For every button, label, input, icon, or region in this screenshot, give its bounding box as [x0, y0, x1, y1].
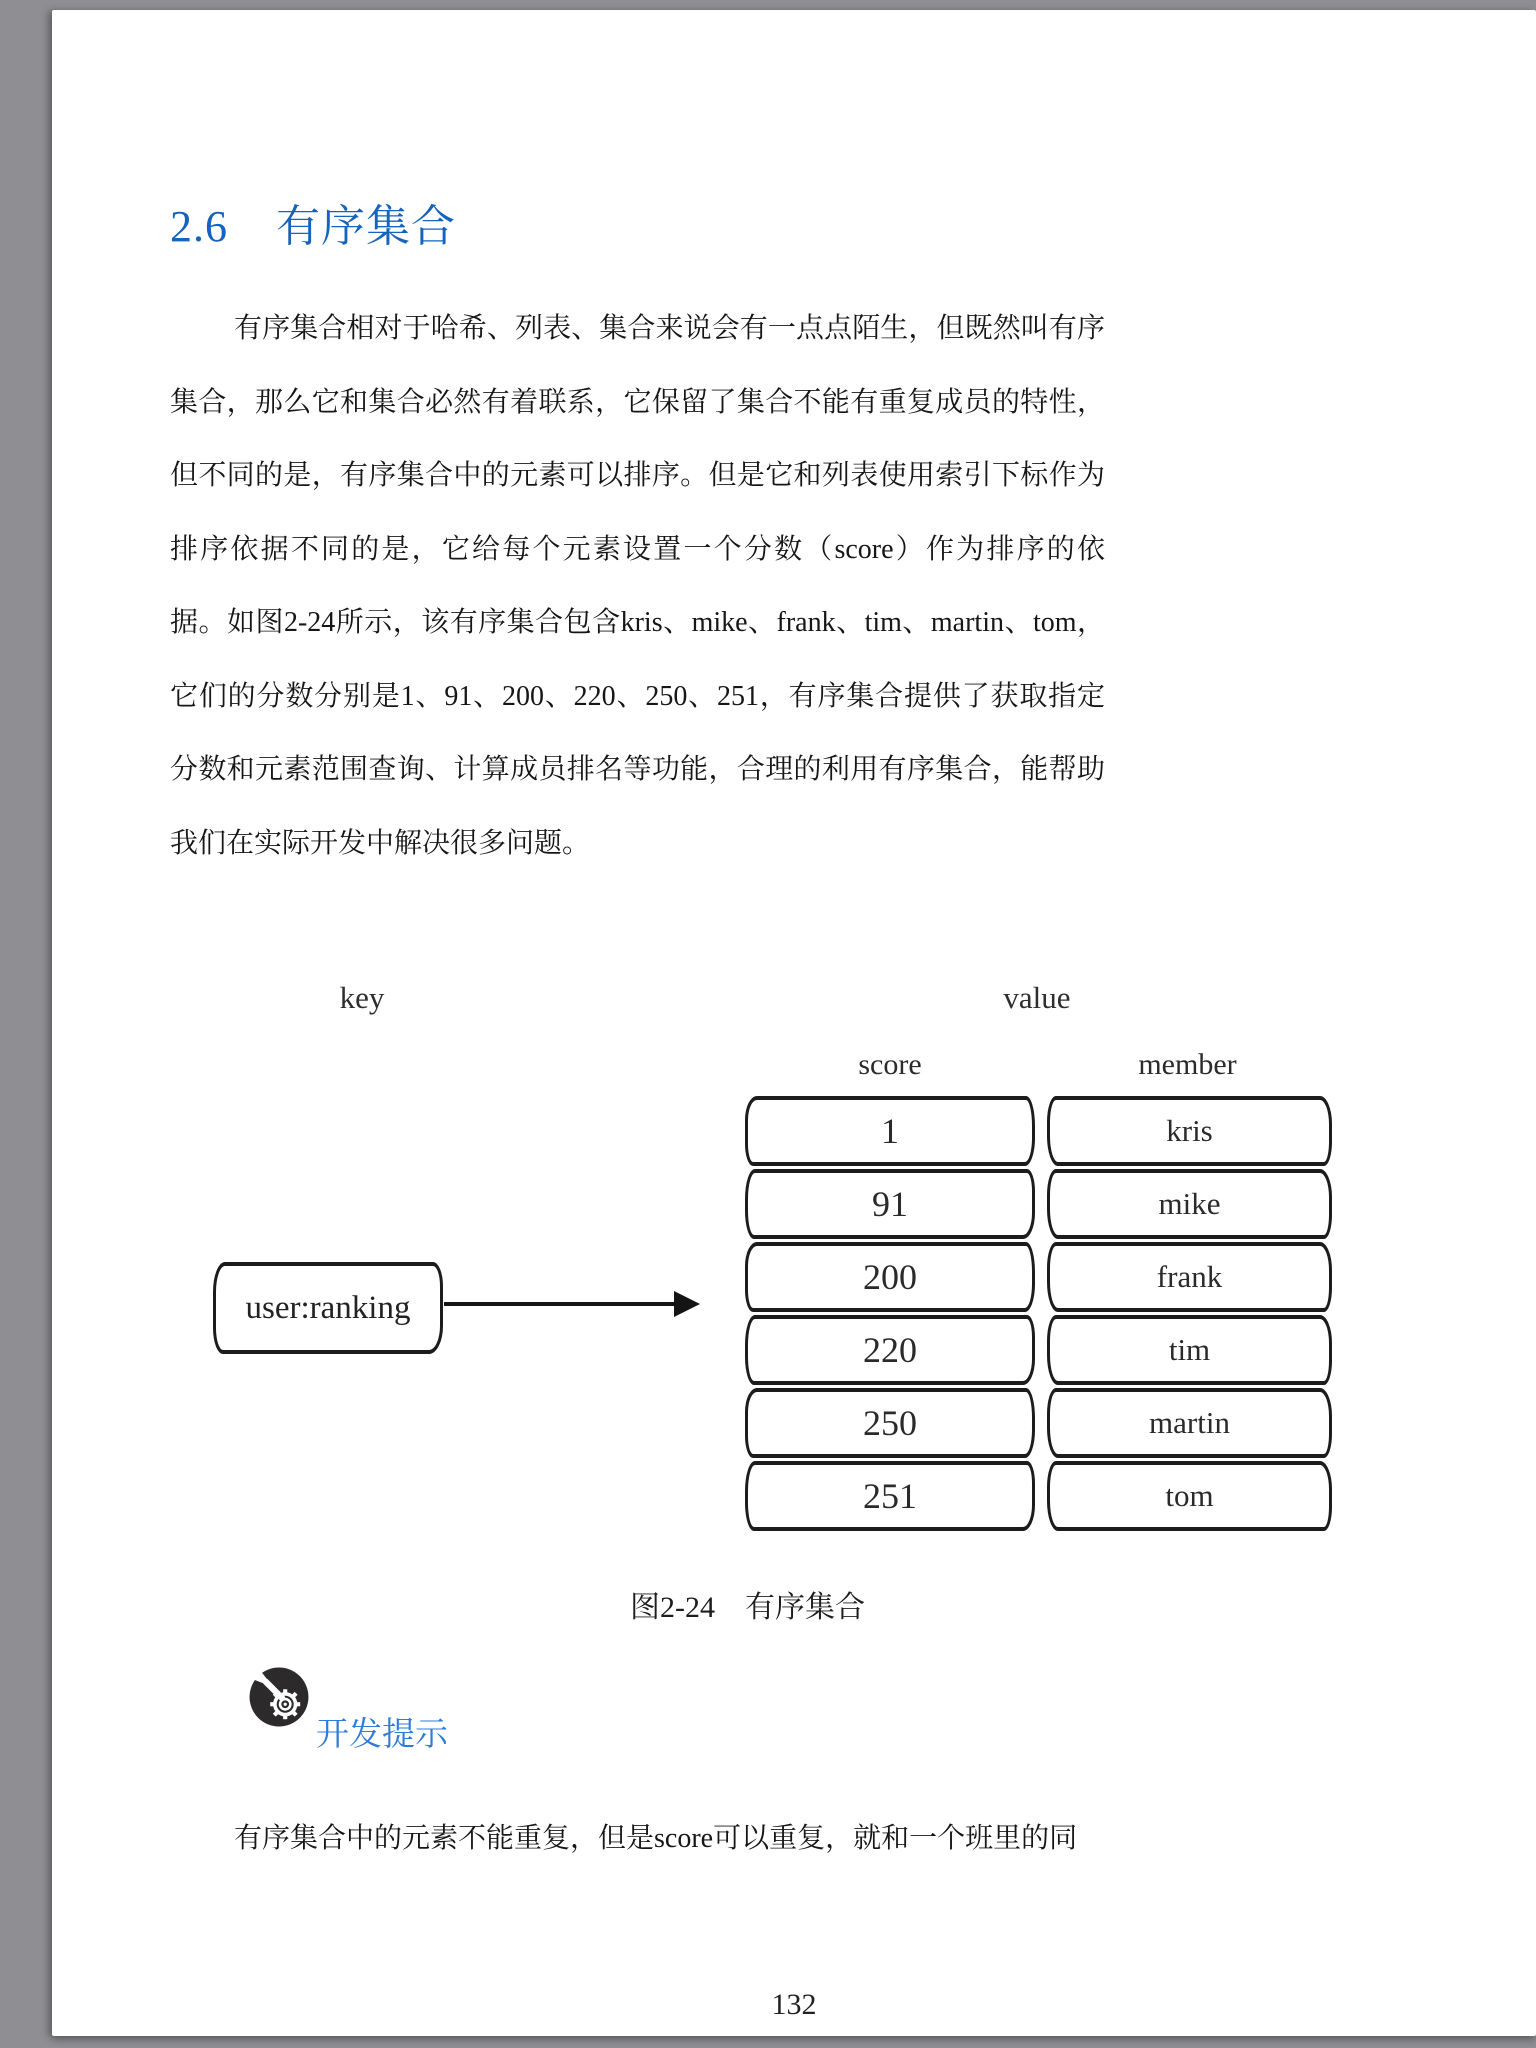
redis-key-box: user:ranking — [213, 1262, 443, 1354]
arrow-head — [674, 1291, 700, 1317]
arrow-line — [444, 1302, 676, 1306]
paragraph-line: 集合，那么它和集合必然有着联系，它保留了集合不能有重复成员的特性， — [170, 386, 1105, 418]
section-number: 2.6 — [170, 202, 228, 251]
sorted-set-table — [745, 1096, 1332, 1531]
book-page — [52, 10, 1536, 2036]
arrow-icon — [444, 1291, 700, 1317]
section-heading — [170, 190, 456, 254]
paragraph-line: 有序集合相对于哈希、列表、集合来说会有一点点陌生，但既然叫有序 — [234, 313, 1105, 344]
dev-tip-text: 有序集合中的元素不能重复，但是score可以重复，就和一个班里的同 — [234, 1823, 1078, 1854]
score-cell: 91 — [745, 1169, 1035, 1239]
score-cell: 251 — [745, 1461, 1035, 1531]
paragraph-line: 但不同的是，有序集合中的元素可以排序。但是它和列表使用索引下标作为 — [170, 460, 1105, 491]
column-header-score: score — [858, 1048, 922, 1081]
score-cell: 220 — [745, 1315, 1035, 1385]
figure-value-label: value — [1003, 980, 1071, 1015]
paragraph-line: 分数和元素范围查询、计算成员排名等功能，合理的利用有序集合，能帮助 — [170, 754, 1105, 785]
score-cell: 250 — [745, 1388, 1035, 1458]
paragraph-line: 排序依据不同的是，它给每个元素设置一个分数（score）作为排序的依 — [170, 533, 1105, 565]
member-cell: tim — [1047, 1315, 1332, 1385]
score-cell: 200 — [745, 1242, 1035, 1312]
score-cell: 1 — [745, 1096, 1035, 1166]
section-title: 有序集合 — [276, 202, 456, 251]
figure-key-label: key — [339, 980, 385, 1015]
paragraph-line: 据。如图2-24所示，该有序集合包含kris、mike、frank、tim、martin、tom， — [170, 607, 1105, 638]
body-paragraph — [170, 292, 1105, 880]
paragraph-line: 它们的分数分别是1、91、200、220、250、251，有序集合提供了获取指定 — [170, 680, 1105, 712]
wrench-gear-icon — [248, 1666, 310, 1728]
dev-tip-heading: 开发提示 — [316, 1717, 448, 1753]
member-cell: tom — [1047, 1461, 1332, 1531]
page-number: 132 — [771, 1988, 817, 2021]
member-cell: martin — [1047, 1388, 1332, 1458]
paragraph-line: 我们在实际开发中解决很多问题。 — [170, 827, 591, 859]
column-header-member: member — [1138, 1048, 1237, 1081]
member-cell: mike — [1047, 1169, 1332, 1239]
member-cell: frank — [1047, 1242, 1332, 1312]
figure-caption: 图2-24 有序集合 — [630, 1591, 865, 1624]
member-cell: kris — [1047, 1096, 1332, 1166]
